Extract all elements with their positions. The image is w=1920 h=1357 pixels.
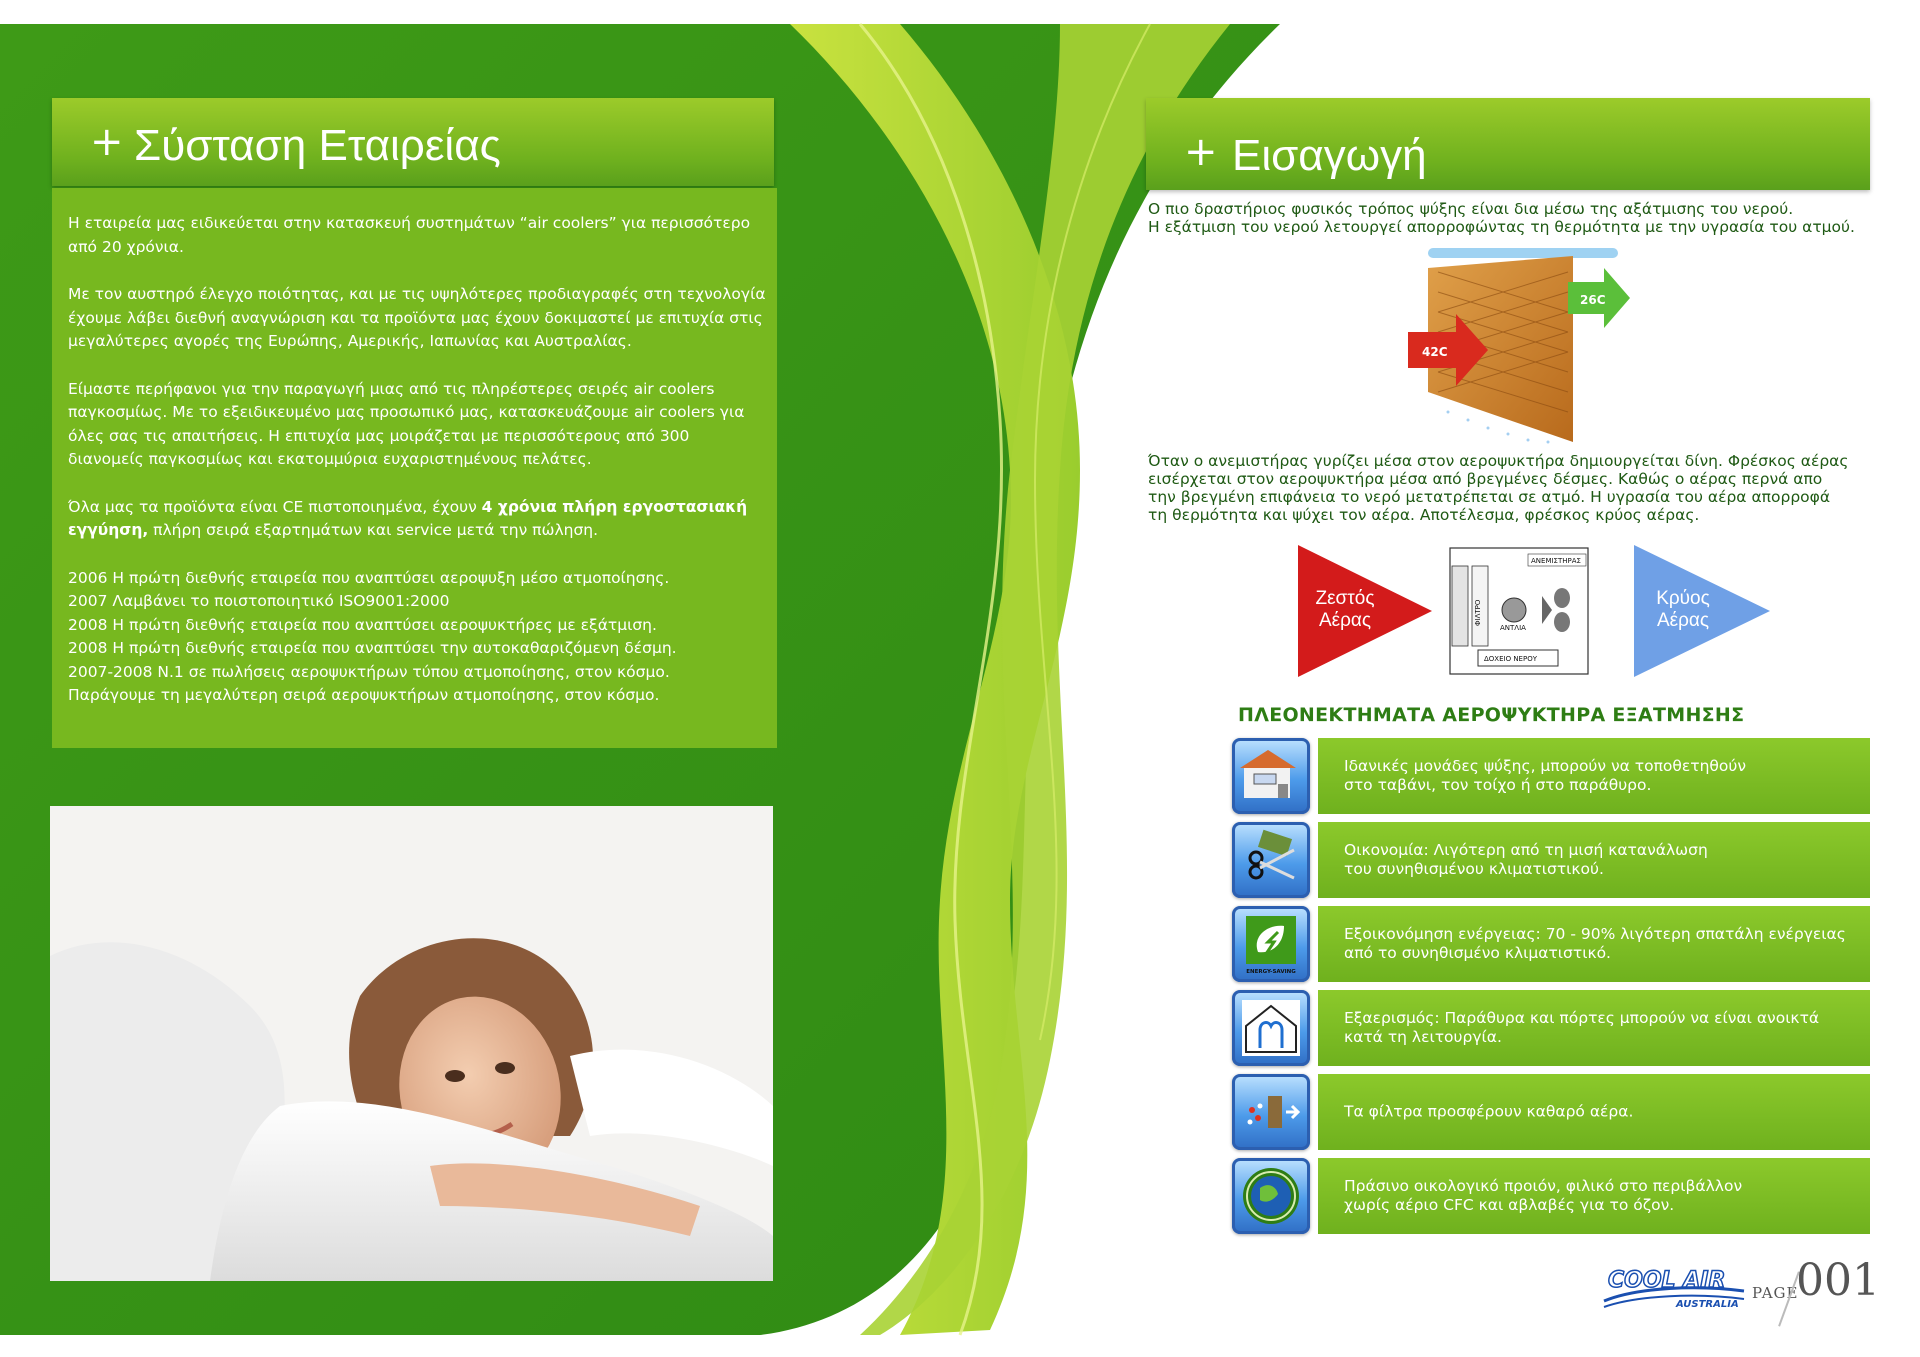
intro-line-1: Ο πιο δραστήριος φυσικός τρόπος ψύξης είναι δια μέσω της αξάτμισης του νερού.	[1148, 200, 1794, 218]
cold-air-word-2: Αέρας	[1656, 610, 1710, 631]
advantage-text: Πράσινο οικολογικό προιόν, φιλικό στο περιβάλλον χωρίς αέριο CFC και αβλαβές για το όζον.	[1344, 1177, 1743, 1214]
energy-saving-icon	[1232, 906, 1310, 982]
cold-temperature-label: 26C	[1580, 293, 1606, 307]
intro-lines	[1148, 200, 1870, 236]
intro-paragraph-line: τη θερμότητα και ψύχει τον αέρα. Αποτέλεσμα, φρέσκος κρύος αέρας.	[1148, 506, 1700, 524]
pump-label: ΑΝΤΛΙΑ	[1500, 624, 1526, 632]
advantage-row	[1232, 1074, 1870, 1150]
green-globe-icon	[1232, 1158, 1310, 1234]
hot-temperature-label: 42C	[1422, 345, 1448, 359]
cold-air-arrow	[1634, 545, 1770, 677]
page-label: PAGE	[1752, 1284, 1799, 1302]
advantage-row	[1232, 906, 1870, 982]
history-item: 2007-2008 Ν.1 σε πωλήσεις αεροψυκτήρων τύπου ατμοποίησης, στον κόσμο.	[68, 662, 670, 681]
warranty-bold: 4 χρόνια πλήρη εργοστασιακή εγγύηση,	[68, 497, 748, 539]
advantage-row	[1232, 1158, 1870, 1234]
page-number: 001	[1796, 1255, 1880, 1306]
hot-air-word-2: Αέρας	[1318, 610, 1372, 631]
company-paragraph-3: Είμαστε περήφανοι για την παραγωγή μιας από τις πληρέστερες σειρές air coolers παγκοσμίως. Με το εξειδικευμένο μας προσωπικό μας, κατασκευάζουμε air coolers για όλες σας τις απαιτήσεις. Η επιτυχία μας μοιράζεται με περισσότερους από 300 διανομείς παγκοσμίως και εκατομμύρια ευχαριστημένους πελάτες.	[68, 379, 745, 468]
company-paragraph-2: Με τον αυστηρό έλεγχο ποιότητας, και με τις υψηλότερες προδιαγραφές στη τεχνολογία έχουμε λάβει διεθνή αναγνώριση και τα προϊόντα μας έχουν δοκιμαστεί με επιτυχία στις μεγαλύτερες αγορές της Ευρώπης, Αμερικής, Ιαπωνίας και Αυστραλίας.	[68, 285, 766, 350]
advantage-text: Εξοικονόμηση ενέργειας: 70 - 90% λιγότερη σπατάλη ενέργειας από το συνηθισμένο κλιματιστικό.	[1344, 925, 1846, 962]
money-scissors-icon	[1232, 822, 1310, 898]
intro-paragraph-line: εισέρχεται στον αεροψυκτήρα μέσα από βρεγμένες δέσμες. Καθώς ο αέρας περνά απο	[1148, 470, 1823, 488]
advantage-text: Ιδανικές μονάδες ψύξης, μπορούν να τοποθετηθούν στο ταβάνι, τον τοίχο ή στο παράθυρο.	[1344, 757, 1747, 794]
fan-label: ΑΝΕΜΙΣΤΗΡΑΣ	[1531, 557, 1581, 565]
logo-main-text: COOL AIR	[1608, 1268, 1726, 1293]
logo-sub-text: AUSTRALIA	[1676, 1299, 1739, 1310]
advantage-row	[1232, 822, 1870, 898]
warranty-pre: Όλα μας τα προϊόντα είναι CE πιστοποιημένα, έχουν	[68, 497, 482, 516]
advantage-row	[1232, 990, 1870, 1066]
history-item: 2006 Η πρώτη διεθνής εταιρεία που αναπτύσει αεροψυξη μέσο ατμοποίησης.	[68, 568, 670, 587]
cool-air-logo	[1598, 1257, 1748, 1319]
ventilation-house-icon	[1232, 990, 1310, 1066]
advantage-text: Εξαερισμός: Παράθυρα και πόρτες μπορούν να είναι ανοικτά κατά τη λειτουργία.	[1344, 1009, 1820, 1046]
water-tank-label: ΔΟΧΕΙΟ ΝΕΡΟΥ	[1484, 655, 1537, 663]
intro-paragraph-line: την βρεγμένη επιφάνεια το νερό μετατρέπεται σε ατμό. Η υγρασία του αέρα απορροφά	[1148, 488, 1831, 506]
hot-air-label	[1302, 588, 1388, 632]
history-item: Παράγουμε τη μεγαλύτερη σειρά αεροψυκτήρων ατμοποίησης, στον κόσμο.	[68, 686, 660, 704]
plus-icon: +	[1184, 129, 1218, 175]
hot-air-word-1: Ζεστός	[1315, 588, 1375, 609]
cold-air-label	[1640, 588, 1726, 632]
evaporative-pad-illustration	[1408, 242, 1638, 447]
advantage-row	[1232, 738, 1870, 814]
warranty-post: πλήρη σειρά εξαρτημάτων και service μετά την πώληση.	[148, 521, 599, 539]
company-paragraph-4	[68, 496, 768, 543]
filter-label: ΦΙΛΤΡΟ	[1474, 599, 1482, 626]
intro-header	[1146, 98, 1870, 190]
intro-title: Εισαγωγή	[1232, 131, 1427, 180]
hot-air-arrow	[1298, 545, 1432, 677]
intro-paragraph-line: Όταν ο ανεμιστήρας γυρίζει μέσα στον αεροψυκτήρα δημιουργείται δίνη. Φρέσκος αέρας	[1148, 452, 1849, 470]
sleeping-woman-photo	[50, 806, 773, 1281]
house-installation-icon	[1232, 738, 1310, 814]
filter-icon	[1232, 1074, 1310, 1150]
history-item: 2007 Λαμβάνει το ποιστοποιητικό ISO9001:2000	[68, 592, 450, 610]
history-item: 2008 Η πρώτη διεθνής εταιρεία που αναπτύσει αεροψυκτήρες με εξάτμιση.	[68, 615, 657, 634]
company-text-box	[52, 188, 777, 748]
advantages-title: ΠΛΕΟΝΕΚΤΗΜΑΤΑ ΑΕΡΟΨΥΚΤΗΡΑ ΕΞΑΤΜΗΣΗΣ	[1238, 704, 1745, 726]
advantage-text: Τα φίλτρα προσφέρουν καθαρό αέρα.	[1344, 1102, 1634, 1121]
plus-icon: +	[90, 119, 124, 165]
history-item: 2008 Η πρώτη διεθνής εταιρεία που αναπτύσει την αυτοκαθαριζόμενη δέσμη.	[68, 639, 677, 657]
energy-saving-caption: ENERGY-SAVING	[1246, 969, 1296, 975]
company-title: Σύσταση Εταιρείας	[134, 121, 501, 170]
cold-air-word-1: Κρύος	[1656, 588, 1710, 609]
company-header	[52, 98, 774, 186]
company-paragraph-1: Η εταιρεία μας ειδικεύεται στην κατασκευή συστημάτων “air coolers” για περισσότερο από 20 χρόνια.	[68, 214, 751, 256]
intro-paragraph	[1148, 452, 1870, 524]
advantage-text: Οικονομία: Λιγότερη από τη μισή κατανάλωση του συνηθισμένου κλιματιστικού.	[1344, 841, 1708, 878]
intro-line-2: Η εξάτμιση του νερού λετουργεί απορροφώντας τη θερμότητα με την υγρασία του ατμού.	[1148, 218, 1855, 236]
cooler-schematic	[1448, 546, 1590, 676]
